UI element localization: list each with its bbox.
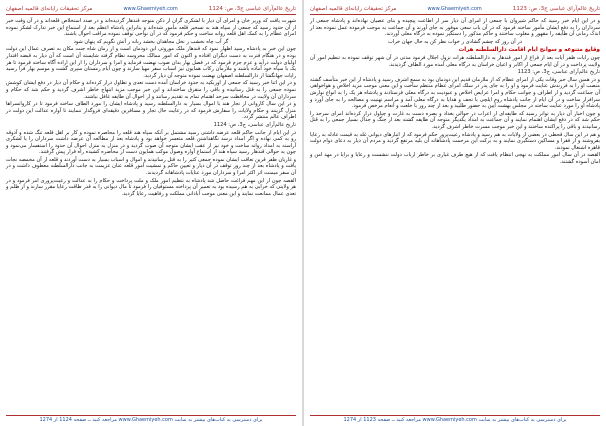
left-header-site[interactable]: www.Ghaemiyeh.com <box>123 5 178 12</box>
right-paragraph-3: و در همین سال خبر وفات یکی از امرای عظام که از ملازمان قدیم این دودمان بود به سمع اشرف رسید و پادشاه از این خبر متأسف گشته منصب او را به فرزندش عنایت فرمود و او را به جای پدر در سلک امرای عظام منتظم ساخت و این معنی موجب مزید اخلاص و هواخواهی آن جماعت گردید و از اطراف و جوانب حکام و امرا عرایض اخلاص و عبودیت به درگاه معلی فرستادند و پادشاه هر یک را به انواع نوازش سرافراز ساخت و در آن ایام از جانب پادشاه روم ایلچی با تحف و هدایا به درگاه معلی آمد و مراسم تهنیت و مصالحه را به جای آورد و پادشاه او را مورد عنایت ساخته در مجلس بهشت آیین به حضور طلبید و بعد از چند روز با خلعت و انعام مرخص فرمود. <box>310 76 600 110</box>
left-paragraph-3: و در این اثنا خبر رسید که جمعی از اوزبکیه به حدود خراسان آمده دست تعدی و تطاول دراز کرده‌اند و حکام آن دیار در دفع ایشان کوشش نموده جمعی را به قتل رسانیده و باقی را متفرق ساخته‌اند و این خبر موجب مزید ابتهاج خاطر اشرف گردید و حکم شد که حکام و سرداران آن ولایت در محافظت سرحد اهتمام تمام به تقدیم رسانند و از احوال آن طایفه غافل نباشند. <box>6 80 296 100</box>
left-header-center: مرکز تحقیقات رایانه‌ای قائمیه اصفهان <box>6 5 93 12</box>
right-verse: در آن روز که چشم گشادی ز خواب نظر کن به حال جهان خراب <box>388 38 522 45</box>
right-page-body <box>310 18 600 165</box>
left-page-citation: تاریخ عالم‌آرای عباسی، ج‏3، ص: 1124 <box>213 121 296 128</box>
left-page <box>0 0 302 426</box>
left-paragraph-2: چون این خبر به پادشاه رسید اظهار نمود که قندهار ملک موروثی این دودمان است و از زمان شاه جنت مکان به تصرف عمال این دولت بوده و در هنگام فترت به دست دیگران افتاده و اکنون که امور ممالک محروسه نظام گرفته شایسته آن است که آن دیار به قبضه اقتدار اولیای دولت درآید و عزم جزم فرمود که در فصل بهار بدان صوب نهضت فرماید و امرا و سرداران را از این اراده آگاه ساخته فرمود تا هر یک با سپاه خود آماده باشند و ملازمان رکاب همایون نیز اسباب سفر مهیا سازند و چون ایام زمستان سپری گشت و موسم بهار فرا رسید رایات جهانگشا از دارالسلطنه اصفهان نهضت نموده متوجه آن دیار گردید. <box>6 46 296 79</box>
right-paragraph-1: و در این ایام خبر رسید که حاکم شیروان با جمعی از امرای آن دیار سر از اطاعت پیچیده و بنای عصیان نهاده‌اند و پادشاه جمعی از سرداران را به دفع ایشان مأمور ساخته فرمود که در آن باب سعی موفور به جای آورند و آن جماعت به موجب فرموده عمل نموده بعد از اندک زمانی آن طایفه را مقهور و مغلوب ساختند و حاکم مذکور را دستگیر نموده به درگاه معلی آوردند. <box>310 18 600 38</box>
right-paragraph-6: القصه در آن سال امور مملکت به نهجی انتظام یافت که از هیچ طرف غباری بر خاطر ارباب دولت ننشست و رعایا و برایا در مهد امن و امان آسوده گشتند. <box>310 152 600 165</box>
right-page <box>304 0 606 426</box>
right-header-center: مرکز تحقیقات رایانه‌ای قائمیه اصفهان <box>310 5 397 12</box>
right-header-title: تاریخ عالم‌آرای عباسی ج‏3، ص: 1123 <box>512 5 600 12</box>
right-paragraph-4: و چون اخبار آن دیار به تواتر رسید که طایفه‌ای از اعراب در حوالی بغداد و بصره دست به غارت و چپاول دراز کرده‌اند امرای سرحد را حکم شد که در دفع ایشان اهتمام نمایند و آن جماعت به امداد یکدیگر متوجه آن طایفه گشته بعد از جنگ و جدال بسیار جمعی را به قتل رسانیدند و باقی را پراکنده ساختند و این خبر موجب مسرت خاطر اشرف گردید. <box>310 110 600 130</box>
right-page-citation: تاریخ عالم‌آرای عباسی، ج‏3، ص: 1123 <box>517 69 600 76</box>
left-paragraph-1: شهرت یافت که وزیر خان و امرای آن دیار با لشکری گران از دکن متوجه قندهار گردیده‌اند و در صدد استخلاص قلعه‌اند و در آن وقت خبر از آن حدود رسید که جمعی از سپاه هند به تسخیر قلعه مأمور شده‌اند و بنابراین پادشاه اعظم بعد از استماع این خبر تدارک لشکر نموده امرای عظام را به کمک اهل قلعه روانه ساخت و حکم فرمود که در آن نواحی توقف نموده مراقب احوال باشند. <box>6 18 296 38</box>
left-paragraph-4: و در این سال کاروانی از تجار هند با اموال بسیار به دارالسلطنه رسید و پادشاه ایشان را مورد الطاف ساخته فرمود تا در کاروانسراها منزل گزینند و حکام ولایات را سفارش فرمود که در رعایت حال تجار و مسافرین دقیقه‌ای فروگذار ننمایند تا آوازه عدالت این دولت در اطراف عالم منتشر گردد. <box>6 101 296 121</box>
right-paragraph-5: و هم در این سال قحطی در بعضی از ولایات به هم رسید و پادشاه رعیت‌پرور حکم فرمود که از انبارهای دیوانی غله به قیمت عادله به رعایا بفروشند و از فقرا و مساکین دستگیری نمایند و به برکت این مرحمت پادشاهانه آن بلیه مرتفع گردید و مردم آن دیار به دعای دوام دولت قاهره اشتغال نمودند. <box>310 131 600 151</box>
right-page-footer: برای دسترسی به کتاب‌های بیشتر به سایت www.Ghaemiyeh.com مراجعه کنید ــ صفحه 1123 از 1274 <box>310 415 600 423</box>
right-page-header <box>310 3 600 15</box>
section-heading: وقایع متنوعه و سوانح ایام اقامت دارالسلطنه هرات <box>458 47 600 54</box>
left-paragraph-6: و غازیان ظفر قرین تعاقب ایشان نموده جمعی کثیر را به قتل رسانیدند و اموال و اسباب بسیار به دست آوردند و قلعه از آن مخمصه نجات یافت و پادشاه بعد از چند روز توقف در آن دیار و تعیین حاکم و تمشیت امور قلعه عنان عزیمت به جانب دارالسلطنه معطوف داشت و در آن سفر میمنت اثر اکثر امرا و سرداران مورد عنایات پادشاهانه گردیدند. <box>6 156 296 177</box>
left-page-footer: برای دسترسی به کتاب‌های بیشتر به سایت www.Ghaemiyeh.com مراجعه کنید ــ صفحه 1124 از 1274 <box>6 415 296 423</box>
left-page-body <box>6 18 296 197</box>
left-paragraph-5: در این ایام از جانب حاکم قلعه عرضه داشتی رسید مشتمل بر آنکه سپاه هند قلعه را محاصره نموده و کار بر اهل قلعه تنگ شده و آذوقه رو به کمی نهاده و اگر امداد نرسد نگاهداشتن قلعه متعسر خواهد بود و پادشاه بعد از مطالعه آن عرضه داشت سرداران را با لشکری آراسته به امداد روانه ساخت و خود نیز از عقب ایشان متوجه آن صوب گردید و در منزل به منزل احوال آن حدود را استفسار می‌نمود و چون به حوالی قندهار رسید سپاه هند از استماع آوازه وصول موکب همایون دست از محاصره کشیده راه فرار پیش گرفتند. <box>6 129 296 156</box>
left-page-header <box>6 3 296 15</box>
left-verse: گر آب چاه نخشب ز نخل مجاهدان بخشد زبانه ز آتش نگویم که پنهان شود <box>73 38 229 45</box>
right-paragraph-2: چون رایات ظفر آیات بعد از فراغ از امور قندهار به دارالسلطنه هرات نزول اجلال فرمود مدتی در آن شهر توقف نموده به تنظیم امور آن ولایت پرداخت و در آن ایام جمعی از اکابر و اعیان خراسان به درگاه معلی آمده مورد الطاف گردیدند. <box>310 54 600 68</box>
left-paragraph-7: القصه چون از این مهم فراغت حاصل شد پادشاه به تنظیم امور ملک و ملت پرداخت و حکام را به عدالت و رعیت‌پروری امر فرمود و در هر ولایتی که خرابی به هم رسیده بود به تعمیر آن پرداخته مستوفیان را فرمود تا مال دیوانی را به قدر طاقت رعایا مقرر سازند و از ظلم و تعدی عمال ممانعت نمایند و این معنی موجب آبادانی مملکت و رفاهیت رعایا گردید. <box>6 177 296 197</box>
right-header-site[interactable]: www.Ghaemiyeh.com <box>427 5 482 12</box>
left-header-title: تاریخ عالم‌آرای عباسی ج‏3، ص: 1124 <box>208 5 296 12</box>
